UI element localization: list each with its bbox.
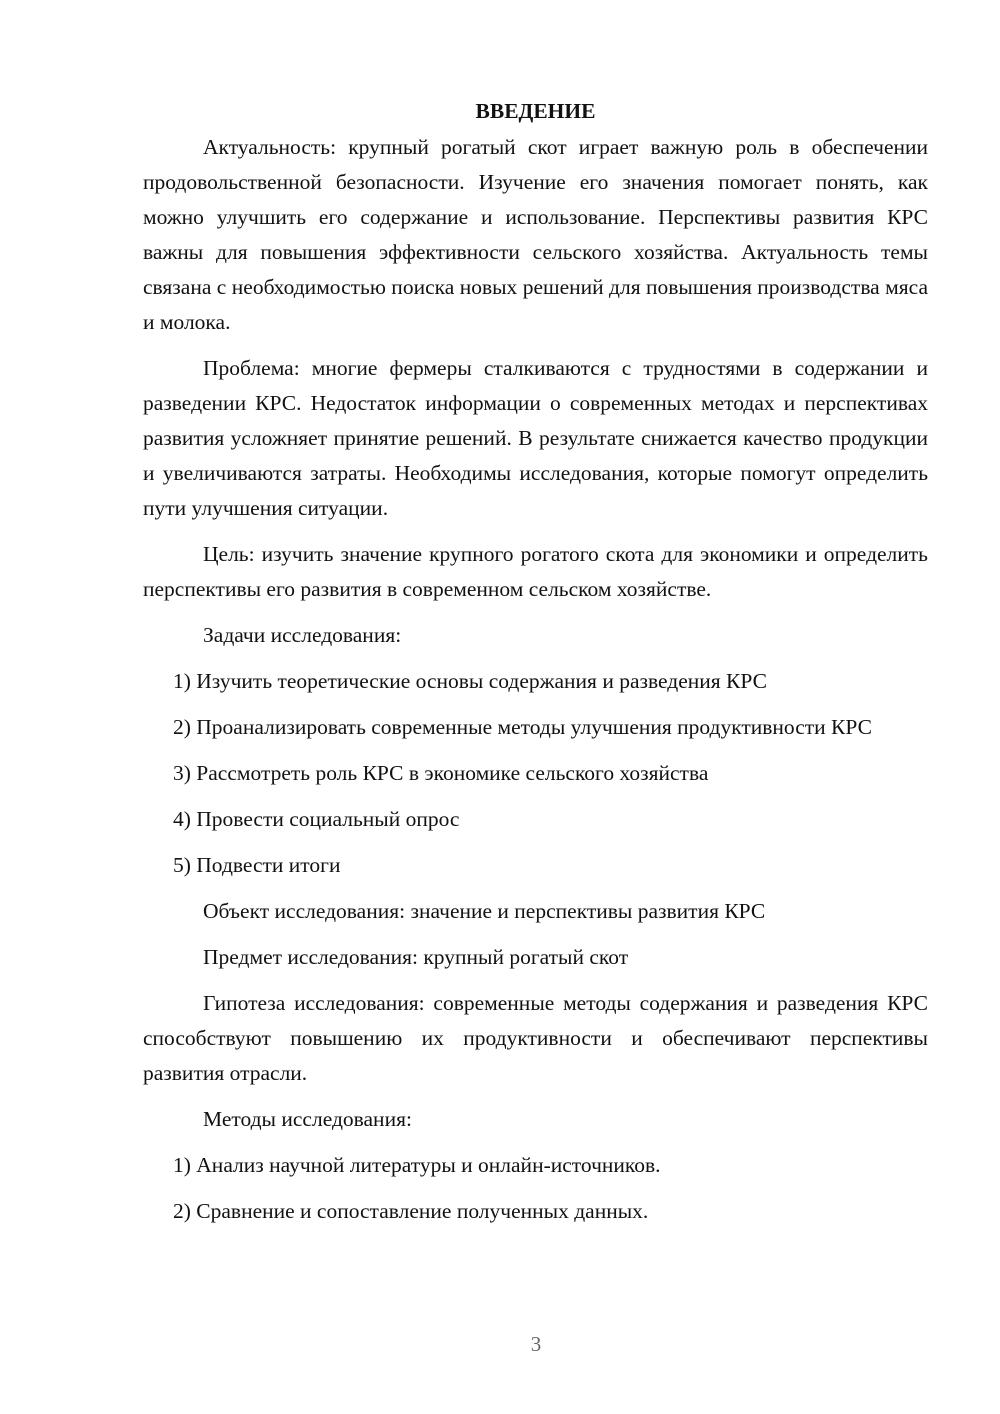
task-item-2: 2) Проанализировать современные методы улучшения продуктивности КРС [173,715,872,739]
relevance-paragraph: Актуальность: крупный рогатый скот играет важную роль в обеспечении продовольственной безопасности. Изучение его значения помогает понять, как можно улучшить его содержание и использование. Перспективы развития КРС важны для повышения эффективности сельского хозяйства. Актуальность темы связана с необходимостью поиска новых решений для повышения производства мяса и молока. [143,135,928,334]
task-item-5: 5) Подвести итоги [173,853,341,877]
task-item-4: 4) Провести социальный опрос [173,807,460,831]
problem-paragraph: Проблема: многие фермеры сталкиваются с трудностями в содержании и разведении КРС. Недостаток информации о современных методах и перспективах развития усложняет принятие решений. В результате снижается качество продукции и увеличиваются затраты. Необходимы исследования, которые помогут определить пути улучшения ситуации. [143,356,928,520]
page-title: ВВЕДЕНИЕ [475,99,596,123]
goal-paragraph: Цель: изучить значение крупного рогатого скота для экономики и определить перспективы его развития в современном сельском хозяйстве. [143,542,928,601]
research-subject: Предмет исследования: крупный рогатый скот [203,945,629,969]
task-item-1: 1) Изучить теоретические основы содержания и разведения КРС [173,669,767,693]
research-object: Объект исследования: значение и перспективы развития КРС [203,899,766,923]
method-item-2: 2) Сравнение и сопоставление полученных данных. [173,1199,649,1223]
hypothesis-paragraph: Гипотеза исследования: современные методы содержания и разведения КРС способствуют повышению их продуктивности и обеспечивают перспективы развития отрасли. [143,991,928,1085]
tasks-heading: Задачи исследования: [203,623,402,647]
task-item-3: 3) Рассмотреть роль КРС в экономике сельского хозяйства [173,761,709,785]
method-item-1: 1) Анализ научной литературы и онлайн-источников. [173,1153,661,1177]
document-page [143,96,928,1240]
page-number: 3 [530,1332,542,1356]
methods-heading: Методы исследования: [203,1107,412,1131]
